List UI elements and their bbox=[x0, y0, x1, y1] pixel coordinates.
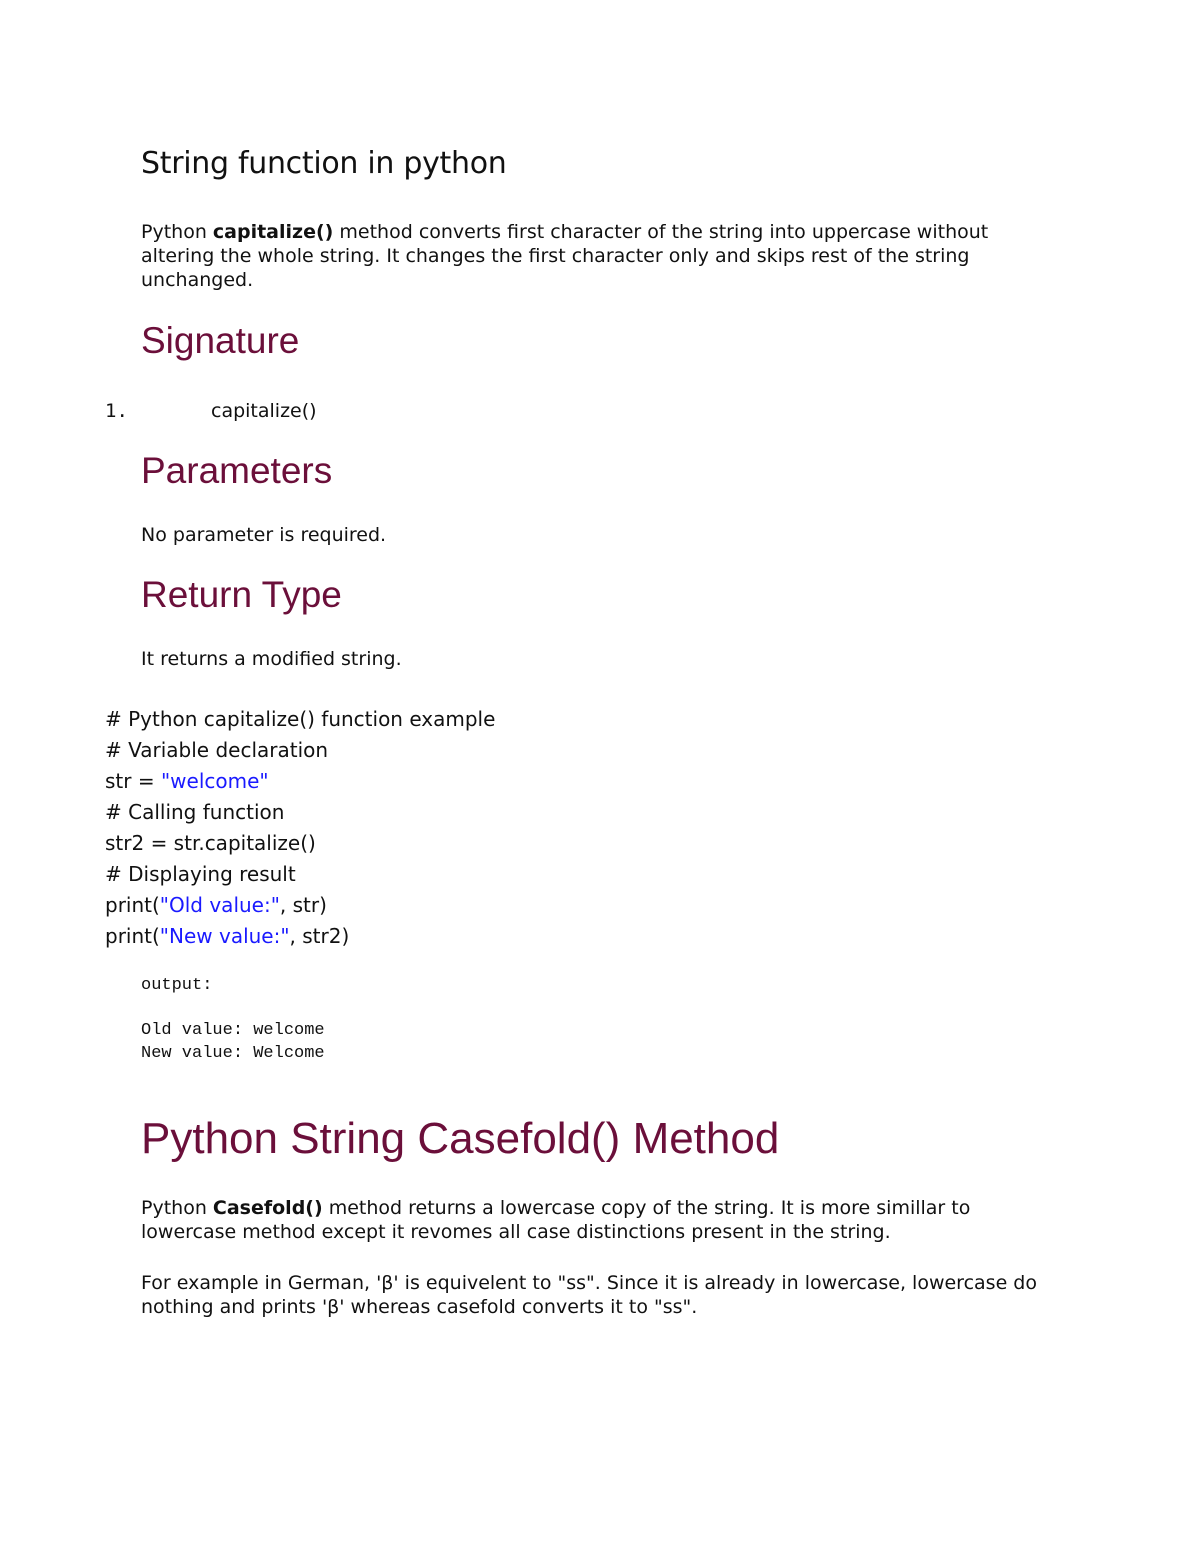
casefold-example-paragraph: For example in German, 'β' is equivelent to "ss". Since it is already in lowercase, lowercase do nothing and prints 'β' whereas casefold converts it to "ss". bbox=[141, 1272, 1037, 1318]
code-comment: # Variable declaration bbox=[105, 738, 329, 762]
code-token: print( bbox=[105, 893, 160, 917]
code-token: str = bbox=[105, 769, 161, 793]
code-string-literal: "welcome" bbox=[160, 769, 269, 793]
code-token: print( bbox=[105, 924, 160, 948]
code-line-call: str2 = str.capitalize() bbox=[105, 831, 316, 855]
casefold-prefix: Python bbox=[141, 1197, 213, 1219]
parameters-text: No parameter is required. bbox=[141, 524, 387, 546]
casefold-paragraph bbox=[141, 1196, 1051, 1244]
code-comment: # Python capitalize() function example bbox=[105, 707, 496, 731]
signature-item-number: 1. bbox=[105, 400, 128, 422]
code-token: , str) bbox=[279, 893, 327, 917]
intro-paragraph bbox=[141, 220, 1051, 292]
code-comment: # Calling function bbox=[105, 800, 285, 824]
code-line-assignment bbox=[105, 766, 495, 797]
code-example bbox=[105, 704, 495, 952]
signature-heading: Signature bbox=[141, 320, 300, 361]
return-type-heading: Return Type bbox=[141, 574, 342, 615]
code-string-literal: "New value:" bbox=[159, 924, 290, 948]
code-line-print-new bbox=[105, 921, 495, 952]
signature-item-text: capitalize() bbox=[211, 400, 317, 422]
code-token: , str2) bbox=[289, 924, 350, 948]
casefold-suffix: method returns a lowercase copy of the string. It is more simillar to lowercase method except it revomes all case distinctions present in the string. bbox=[141, 1197, 971, 1243]
intro-suffix: method converts first character of the string into uppercase without altering the whole string. It changes the first character only and skips rest of the string unchanged. bbox=[141, 221, 989, 291]
intro-prefix: Python bbox=[141, 221, 213, 243]
output-line-new: New value: Welcome bbox=[141, 1044, 325, 1063]
document-title: String function in python bbox=[141, 146, 507, 181]
parameters-heading: Parameters bbox=[141, 450, 333, 491]
code-comment: # Displaying result bbox=[105, 862, 296, 886]
code-string-literal: "Old value:" bbox=[159, 893, 280, 917]
intro-method-name: capitalize() bbox=[212, 221, 334, 243]
casefold-method-name: Casefold() bbox=[212, 1197, 323, 1219]
casefold-heading: Python String Casefold() Method bbox=[141, 1114, 780, 1163]
output-line-old: Old value: welcome bbox=[141, 1021, 325, 1040]
code-line-print-old bbox=[105, 890, 495, 921]
return-type-text: It returns a modified string. bbox=[141, 648, 402, 670]
output-label: output: bbox=[141, 976, 213, 995]
